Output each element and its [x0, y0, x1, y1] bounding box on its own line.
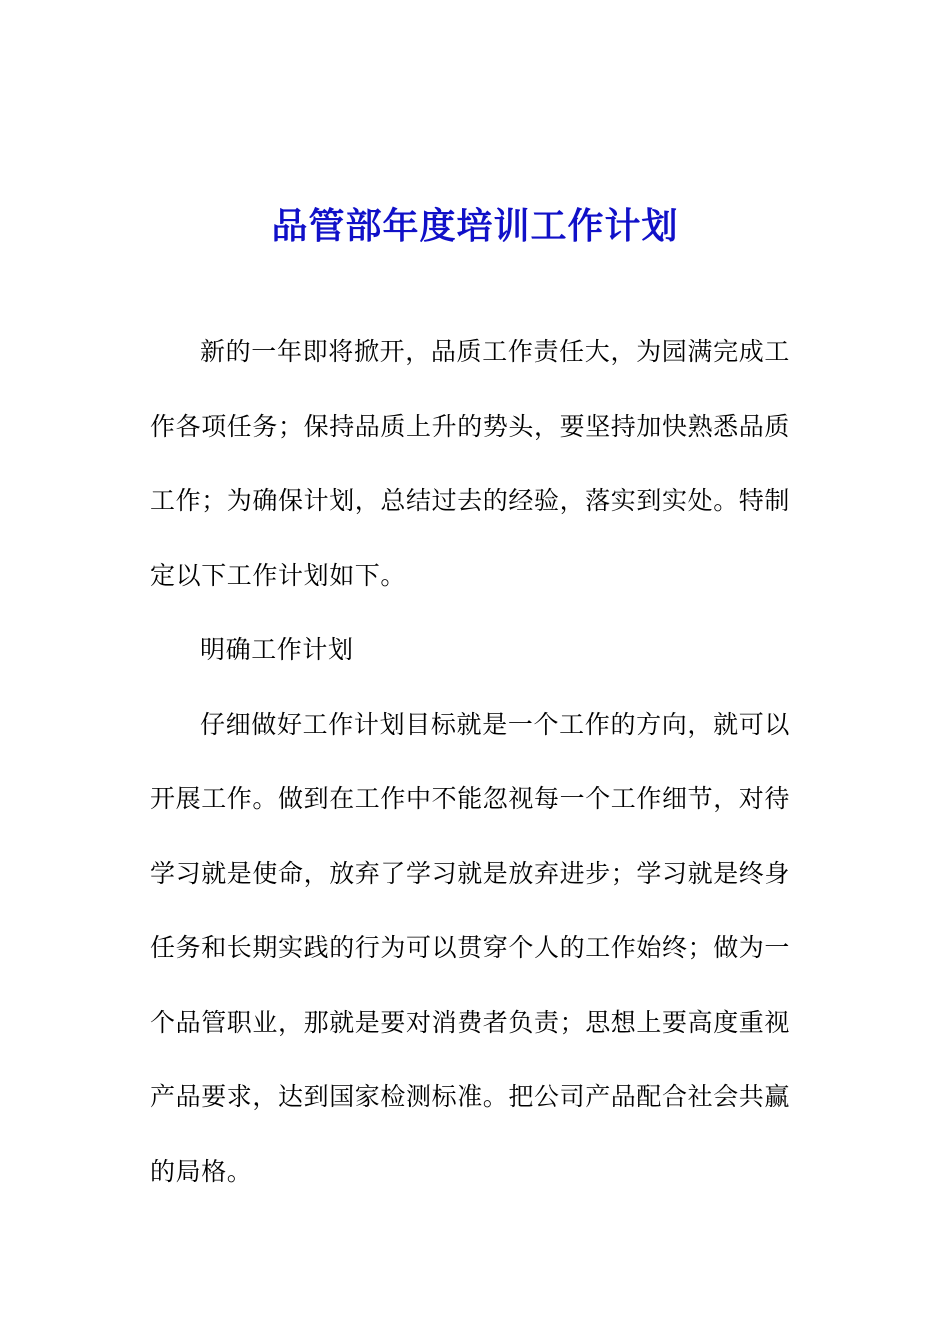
document-title: 品管部年度培训工作计划	[271, 206, 679, 248]
intro-paragraph: 新的一年即将掀开，品质工作责任大，为园满完成工作各项任务；保持品质上升的势头，要坚持加快熟悉品质工作；为确保计划，总结过去的经验，落实到实处。特制定以下工作计划如下。	[150, 337, 791, 590]
document-body	[150, 315, 790, 1209]
section-paragraph: 仔细做好工作计划目标就是一个工作的方向，就可以开展工作。做到在工作中不能忽视每一个工作细节，对待学习就是使命，放弃了学习就是放弃进步；学习就是终身任务和长期实践的行为可以贯穿个人的工作始终；做为一个品管职业，那就是要对消费者负责；思想上要高度重视产品要求，达到国家检测标准。把公司产品配合社会共赢的局格。	[150, 709, 791, 1186]
section-heading: 明确工作计划	[200, 635, 354, 664]
